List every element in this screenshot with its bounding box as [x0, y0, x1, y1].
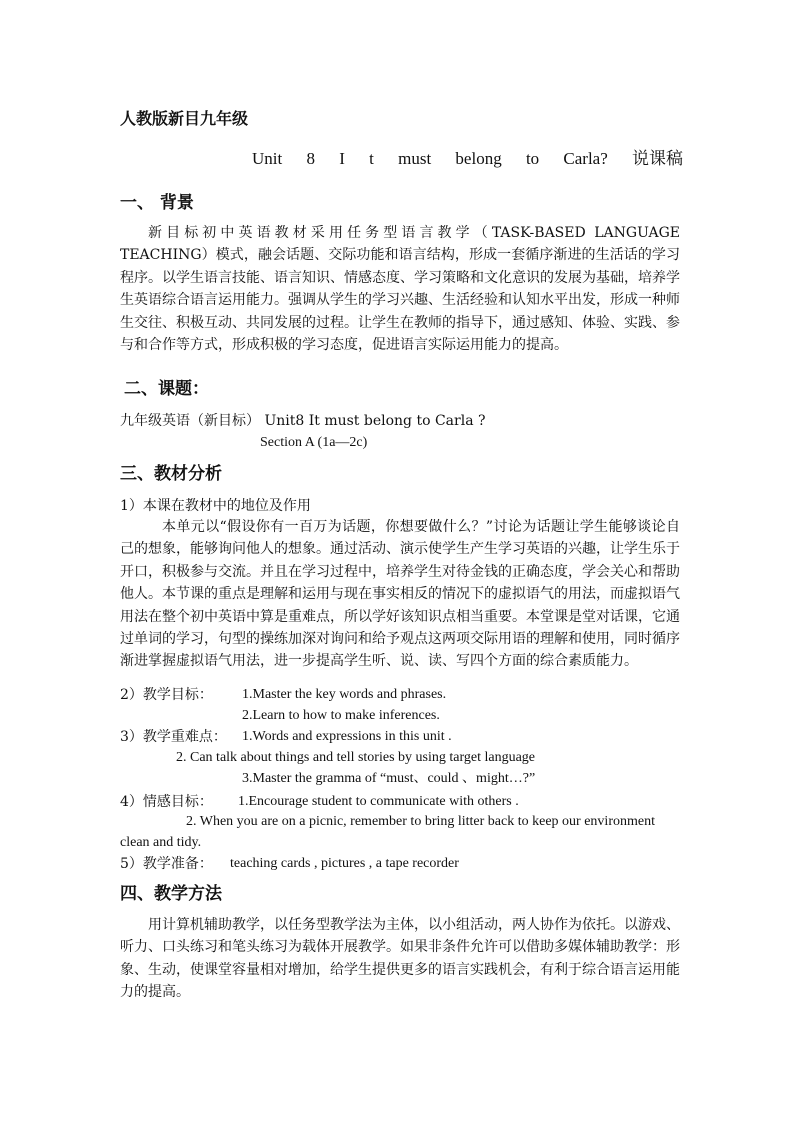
key-item-1: 1.Words and expressions in this unit .	[242, 729, 452, 744]
section-3-paragraph	[120, 516, 680, 673]
emotion-item-2: 2. When you are on a picnic, remember to bring litter back to keep our environment	[186, 814, 655, 829]
section-4-text: 用计算机辅助教学，以任务型教学法为主体，以小组活动，两人协作为依托。以游戏、听力、口头练习和笔头练习为载体开展教学。如果非条件允许可以借助多媒体辅助教学：形象、生动，使课堂容量相对增加，给学生提供更多的语言实践机会，有利于综合语言运用能力的提高。	[120, 917, 680, 1001]
section-3-heading: 三、教材分析	[120, 464, 222, 484]
section-1-heading: 一、 背景	[120, 193, 194, 213]
prep-items: teaching cards , pictures , a tape recorder	[230, 856, 459, 871]
section-4-paragraph	[120, 914, 680, 1004]
section-3-text: 本单元以“假设你有一百万为话题，你想要做什么？”讨论为话题让学生能够谈论自己的想象，能够询问他人的想象。通过活动、演示使学生产生学习英语的兴趣，让学生乐于开口，积极参与交流。并且在学习过程中，培养学生对待金钱的正确态度，学会关心和帮助他人。本节课的重点是理解和运用与现在事实相反的情况下的虚拟语气的用法，而虚拟语气用法在整个初中英语中算是重难点，所以学好该知识点相当重要。本堂课是堂对话课，它通过单词的学习，句型的操练加深对询问和给予观点这两项交际用语的理解和使用，同时循序渐进掌握虚拟语气用法，进一步提高学生听、说、读、写四个方面的综合素质能力。	[120, 519, 680, 670]
section-2-heading: 二、课题：	[124, 379, 209, 399]
document-title: 人教版新目九年级	[120, 109, 249, 128]
emotion-item-2-cont: clean and tidy.	[120, 835, 202, 850]
section-1-paragraph	[120, 222, 680, 356]
goal-item-1: 1.Master the key words and phrases.	[242, 687, 447, 702]
key-label: 3）教学重难点：	[120, 729, 227, 745]
section-2-line-2: Section A (1a—2c)	[260, 435, 368, 450]
section-1-text: 新目标初中英语教材采用任务型语言教学（TASK-BASED LANGUAGE TEACHING）模式，融会话题、交际功能和语言结构，形成一套循序渐进的生活话的学习程序。以学生语言技能、语言知识、情感态度、学习策略和文化意识的发展为基础，培养学生英语综合语言运用能力。强调从学生的学习兴趣、生活经验和认知水平出发，形成一种师生交往、积极互动、共同发展的过程。让学生在教师的指导下，通过感知、体验、实践、参与和合作等方式，形成积极的学习态度，促进语言实际运用能力的提高。	[120, 225, 680, 354]
prep-label: 5）教学准备：	[120, 856, 213, 872]
emotion-label: 4）情感目标：	[120, 794, 213, 810]
unit-title: Unit 8 I t must belong to Carla? 说课稿	[252, 149, 684, 168]
key-item-3: 3.Master the gramma of “must、could 、might…?”	[242, 771, 536, 786]
section-2-line-1: 九年级英语（新目标） Unit8 It must belong to Carla ?	[120, 413, 486, 429]
goal-label: 2）教学目标：	[120, 687, 213, 703]
goal-item-2: 2.Learn to how to make inferences.	[242, 708, 440, 723]
section-3-sub-1: 1）本课在教材中的地位及作用	[120, 498, 311, 514]
emotion-item-1: 1.Encourage student to communicate with others .	[238, 794, 519, 809]
section-4-heading: 四、教学方法	[120, 884, 222, 904]
key-item-2: 2. Can talk about things and tell stories by using target language	[176, 750, 536, 765]
